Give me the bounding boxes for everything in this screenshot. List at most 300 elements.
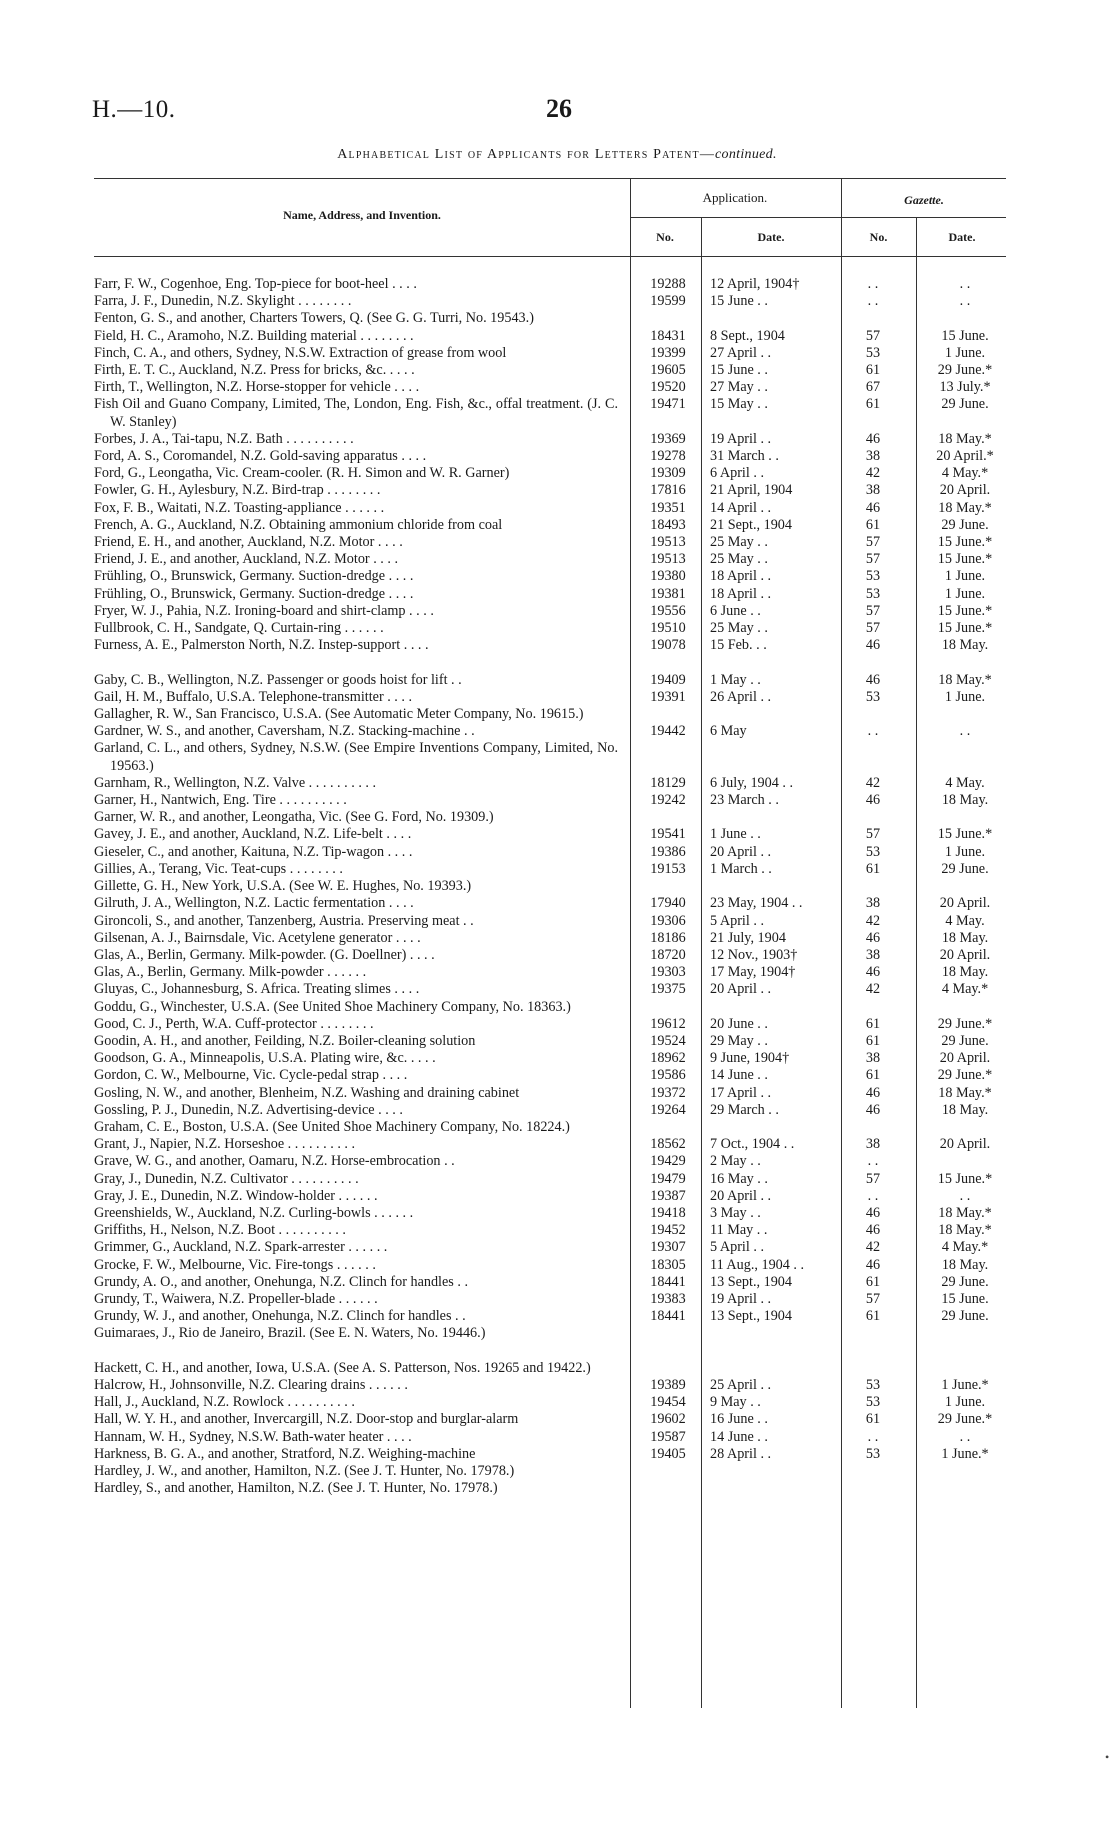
table-row [0,809,1114,826]
entry-application-date [710,706,828,723]
entry-gazette-date: 18 May.* [938,1204,992,1221]
entry-gazette-date: 1 June. [944,1394,986,1411]
column-header-application: Application. [702,190,768,205]
entry-gazette-no: 61 [865,1067,881,1084]
header-bottom-rule [94,256,1006,257]
entry-gazette-no [850,1480,896,1497]
entry-name [94,878,618,895]
entry-gazette-date [920,999,1010,1016]
entry-gazette-date: . . [959,276,971,292]
entry-name-text: Graham, C. E., Boston, U.S.A. (See United Shoe Machinery Company, No. 18224.) [94,1118,570,1135]
entry-name-text: Hannam, W. H., Sydney, N.S.W. Bath-water heater . . . . [94,1428,412,1445]
entry-application-date: 16 May . . [710,1170,768,1187]
entry-name-text: Ford, A. S., Coromandel, N.Z. Gold-saving apparatus . . . . [94,448,427,465]
header-top-rule [94,178,1006,179]
entry-name-text: Frühling, O., Brunswick, Germany. Suction-dredge . . . . [94,568,414,585]
table-row [0,448,1114,465]
entry-name-text: Fish Oil and Guano Company, Limited, The, London, Eng. Fish, &c., offal treatment. (J. C. W. Stanley) [94,396,618,430]
entry-name [94,482,618,499]
table-row [0,293,1114,310]
entry-application-date: 21 Sept., 1904 [710,516,792,533]
entry-gazette-date: 29 June. [941,860,989,877]
entry-gazette-date: 29 June.* [937,1067,993,1084]
entry-application-no: 18305 [650,1256,686,1273]
entry-application-date: 9 June, 1904† [710,1050,790,1067]
entry-name-text: Harkness, B. G. A., and another, Stratford, N.Z. Weighing-machine [94,1445,476,1462]
entry-application-no: 19452 [650,1222,686,1239]
entry-gazette-no: 42 [865,1239,881,1256]
entry-gazette-date: 29 June. [941,516,989,533]
table-row [0,1360,1114,1377]
entry-application-no: 19372 [650,1084,686,1101]
entry-gazette-no [850,706,896,723]
table-row [0,964,1114,981]
entry-gazette-no: 53 [865,1445,881,1462]
table-row [0,1222,1114,1239]
entry-gazette-no [850,999,896,1016]
entry-name-text: Garnham, R., Wellington, N.Z. Valve . . . . . . . . . . [94,774,377,791]
entry-name [94,465,618,482]
entry-application-no: 19389 [650,1376,686,1393]
entry-name [94,930,618,947]
entry-gazette-no: 61 [865,362,881,379]
entry-name-text: Hall, J., Auckland, N.Z. Rowlock . . . . . . . . . . [94,1394,355,1411]
table-row [0,913,1114,930]
entry-application-date: 8 Sept., 1904 [710,327,785,344]
entry-application-date [710,1480,828,1497]
entry-name-text: Hall, W. Y. H., and another, Invercargill, N.Z. Door-stop and burglar-alarm [94,1411,519,1428]
table-row [0,706,1114,723]
entry-name [94,706,618,723]
entry-application-no: 19513 [650,551,686,568]
entry-gazette-date [920,740,1010,774]
entry-name [94,1308,618,1325]
table-row [0,1274,1114,1291]
entry-name [94,672,618,689]
list-title [0,147,1114,163]
entry-gazette-date: 15 June.* [937,551,993,568]
entry-name [94,637,618,654]
entry-application-no [640,878,696,895]
entry-application-date: 3 May . . [710,1204,761,1221]
table-row [0,1325,1114,1342]
entry-application-no: 19399 [650,344,686,361]
entry-gazette-no: 61 [865,1308,881,1325]
entry-application-date: 28 April . . [710,1445,772,1462]
entry-name [94,328,618,345]
entry-application-no [640,310,696,327]
entry-gazette-no: 46 [865,929,881,946]
entry-gazette-no: 57 [865,1170,881,1187]
entry-name [94,1016,618,1033]
entry-application-date: 2 May . . [710,1153,761,1170]
entry-name [94,448,618,465]
entry-name [94,1257,618,1274]
entry-application-no [640,1480,696,1497]
entry-application-date: 14 April . . [710,499,772,516]
table-row [0,1480,1114,1497]
table-row [0,1136,1114,1153]
entry-gazette-date [920,1463,1010,1480]
entry-application-no: 19078 [650,637,686,654]
entry-application-no: 18720 [650,946,686,963]
entry-gazette-date: . . [959,1428,971,1445]
entry-name [94,809,618,826]
entry-application-no: 19383 [650,1290,686,1307]
entry-application-no: 19242 [650,792,686,809]
table-row [0,1067,1114,1084]
entry-name [94,1377,618,1394]
entry-name-text: Frühling, O., Brunswick, Germany. Suction-dredge . . . . [94,585,414,602]
entry-gazette-date: 18 May.* [938,499,992,516]
entry-name [94,1274,618,1291]
entry-gazette-date [920,809,1010,826]
entry-gazette-no: 38 [865,895,881,912]
entry-name [94,723,618,740]
entry-gazette-no: 46 [865,1101,881,1118]
entry-application-date: 6 June . . [710,602,761,619]
entry-name-text: Fryer, W. J., Pahia, N.Z. Ironing-board and shirt-clamp . . . . [94,602,434,619]
entry-application-date: 29 March . . [710,1101,779,1118]
entry-gazette-no: 46 [865,792,881,809]
entry-name-text: Gillies, A., Terang, Vic. Teat-cups . . . . . . . . [94,860,343,877]
entry-application-date: 6 May [710,723,747,740]
entry-name-text: Gaby, C. B., Wellington, N.Z. Passenger or goods hoist for lift . . [94,671,462,688]
entry-gazette-no: 53 [865,688,881,705]
entry-name [94,500,618,517]
entry-application-no: 17816 [650,482,686,499]
entry-application-date: 18 April . . [710,568,772,585]
entry-gazette-no: 61 [865,860,881,877]
entry-name-text: Gordon, C. W., Melbourne, Vic. Cycle-pedal strap . . . . [94,1067,408,1084]
table-row [0,637,1114,654]
entry-name-text: Grimmer, G., Auckland, N.Z. Spark-arrester . . . . . . [94,1239,388,1256]
entry-application-date: 5 April . . [710,1239,764,1256]
entry-gazette-no: . . [867,723,879,740]
entry-gazette-date: 15 June.* [937,602,993,619]
entry-name [94,1119,618,1136]
entry-name-text: French, A. G., Auckland, N.Z. Obtaining ammonium chloride from coal [94,516,503,533]
entry-gazette-date: 18 May.* [938,671,992,688]
entry-name [94,1067,618,1084]
entry-name-text: Fowler, G. H., Aylesbury, N.Z. Bird-trap . . . . . . . . [94,482,381,499]
entry-application-no: 19520 [650,379,686,396]
entry-application-no [640,1325,696,1342]
entry-application-no: 19556 [650,602,686,619]
entry-application-no: 19381 [650,585,686,602]
page-reference: H.—10. [92,96,176,123]
entry-name-text: Hardley, S., and another, Hamilton, N.Z. (See J. T. Hunter, No. 17978.) [94,1480,498,1497]
entry-gazette-no: 38 [865,448,881,465]
entry-gazette-no: 61 [865,1273,881,1290]
entry-application-date: 21 July, 1904 [710,929,786,946]
entry-application-date: 27 May . . [710,379,768,396]
entry-application-no: 19587 [650,1428,686,1445]
table-row [0,620,1114,637]
entry-name-text: Friend, E. H., and another, Auckland, N.Z. Motor . . . . [94,534,403,551]
entry-application-date: 25 April . . [710,1376,772,1393]
table-row [0,1463,1114,1480]
entry-application-date: 21 April, 1904 [710,482,793,499]
entry-name-text: Firth, T., Wellington, N.Z. Horse-stopper for vehicle . . . . [94,379,420,396]
entry-application-no: 19409 [650,671,686,688]
entry-gazette-date: 1 June. [944,344,986,361]
table-row [0,1085,1114,1102]
entry-name [94,826,618,843]
table-row [0,465,1114,482]
table-row [0,1411,1114,1428]
entry-application-no: 19309 [650,465,686,482]
table-row [0,1291,1114,1308]
entry-gazette-date: 18 May. [941,637,989,654]
entry-name-text: Grundy, T., Waiwera, N.Z. Propeller-blade . . . . . . [94,1290,378,1307]
table-row [0,534,1114,551]
entry-application-no [640,740,696,774]
table-row [0,482,1114,499]
entry-name-text: Gosling, N. W., and another, Blenheim, N.Z. Washing and draining cabinet [94,1084,520,1101]
table-row [0,1033,1114,1050]
entry-gazette-date [920,1153,1010,1170]
entry-gazette-date [920,1325,1010,1342]
entry-name [94,1394,618,1411]
table-row [0,1239,1114,1256]
entry-gazette-date: 29 June.* [937,1411,993,1428]
table-row [0,895,1114,912]
entry-gazette-no [850,1325,896,1342]
entry-gazette-no: 61 [865,1411,881,1428]
entry-name-text: Garner, H., Nantwich, Eng. Tire . . . . . . . . . . [94,792,347,809]
entry-application-no [640,1119,696,1136]
entry-name [94,1050,618,1067]
margin-speck: • [1105,1750,1110,1764]
table-row [0,1429,1114,1446]
entry-name-text: Forbes, J. A., Tai-tapu, N.Z. Bath . . . . . . . . . . [94,430,354,447]
table-row [0,1016,1114,1033]
entry-gazette-no: 67 [865,379,881,396]
entry-application-date: 17 May, 1904† [710,964,796,981]
entry-gazette-date: 18 May. [941,1256,989,1273]
entry-name [94,379,618,396]
table-row [0,396,1114,430]
entry-gazette-no: 57 [865,1290,881,1307]
entry-application-no: 18493 [650,516,686,533]
entry-gazette-no: 57 [865,602,881,619]
table-row [0,551,1114,568]
entry-gazette-no: 53 [865,843,881,860]
entry-gazette-date: 18 May. [941,929,989,946]
table-row [0,1308,1114,1325]
entry-name [94,534,618,551]
entry-application-no: 19391 [650,688,686,705]
entry-application-no [640,1463,696,1480]
entry-application-date: 11 Aug., 1904 . . [710,1256,805,1273]
entry-application-no: 19471 [650,396,686,413]
column-header-gazette: Gazette. [904,193,944,207]
entry-gazette-no: 46 [865,671,881,688]
entry-name [94,1171,618,1188]
entry-name-text: Gray, J., Dunedin, N.Z. Cultivator . . . . . . . . . . [94,1170,359,1187]
entry-gazette-no: 38 [865,482,881,499]
entry-name-text: Farra, J. F., Dunedin, N.Z. Skylight . . . . . . . . [94,293,352,310]
entry-gazette-no: 53 [865,344,881,361]
entry-name [94,1102,618,1119]
entry-application-date: 17 April . . [710,1084,772,1101]
entry-gazette-date: 18 May. [941,1101,989,1118]
entry-application-no: 19387 [650,1187,686,1204]
entry-name-text: Gail, H. M., Buffalo, U.S.A. Telephone-transmitter . . . . [94,688,413,705]
entry-name-text: Firth, E. T. C., Auckland, N.Z. Press for bricks, &c. . . . . [94,362,415,379]
entry-application-date [710,809,828,826]
entry-name [94,913,618,930]
entry-gazette-date: 15 June.* [937,1170,993,1187]
table-row [0,1153,1114,1170]
entry-name-text: Ford, G., Leongatha, Vic. Cream-cooler. (R. H. Simon and W. R. Garner) [94,465,510,482]
entry-gazette-no: 61 [865,516,881,533]
entry-gazette-no: 61 [865,1032,881,1049]
entry-application-no: 18562 [650,1136,686,1153]
entry-application-date: 25 May . . [710,534,768,551]
entry-application-no: 19541 [650,826,686,843]
entry-name-text: Gluyas, C., Johannesburg, S. Africa. Treating slimes . . . . [94,981,420,998]
entry-application-no: 19442 [650,723,686,740]
table-row [0,345,1114,362]
entry-name-text: Goodson, G. A., Minneapolis, U.S.A. Plating wire, &c. . . . . [94,1050,436,1067]
entry-name [94,740,618,774]
entry-application-no: 19351 [650,499,686,516]
entry-application-date: 1 May . . [710,671,761,688]
entry-gazette-no: 57 [865,551,881,568]
table-row [0,672,1114,689]
entry-gazette-no: 46 [865,499,881,516]
entry-gazette-no: 38 [865,946,881,963]
entry-name-text: Gilruth, J. A., Wellington, N.Z. Lactic fermentation . . . . [94,895,414,912]
entry-application-no: 19510 [650,620,686,637]
entry-name [94,1033,618,1050]
entry-name [94,1463,618,1480]
entry-gazette-date: 29 June. [941,1273,989,1290]
entry-name [94,396,618,430]
entry-gazette-date: 29 June. [941,1032,989,1049]
entry-gazette-date: 1 June. [944,585,986,602]
entry-application-no: 19278 [650,448,686,465]
entry-name-text: Gironcoli, S., and another, Tanzenberg, Austria. Preserving meat . . [94,912,474,929]
entry-application-no [640,809,696,826]
entry-gazette-no: 46 [865,430,881,447]
entry-name [94,981,618,998]
entry-gazette-no: 57 [865,826,881,843]
entry-name [94,586,618,603]
entry-gazette-no: . . [867,276,879,292]
entry-application-date [710,310,828,327]
entry-application-no: 19288 [650,276,686,292]
entry-gazette-date [920,310,1010,327]
table-row [0,328,1114,345]
entry-application-date: 23 March . . [710,792,779,809]
entry-gazette-date: 15 June. [941,327,989,344]
entry-name [94,1411,618,1428]
table-row [0,603,1114,620]
entry-application-no: 19380 [650,568,686,585]
entry-gazette-date: . . [959,723,971,740]
table-row [0,500,1114,517]
entry-gazette-no: 57 [865,534,881,551]
entry-application-date: 9 May . . [710,1394,761,1411]
table-row [0,740,1114,774]
entry-gazette-no: . . [867,1153,879,1170]
entry-name [94,1480,618,1497]
entry-name [94,1291,618,1308]
entry-application-no: 18441 [650,1273,686,1290]
entry-gazette-date: 18 May. [941,792,989,809]
entry-gazette-no: 46 [865,964,881,981]
table-row [0,947,1114,964]
entry-gazette-date: 1 June.* [941,1376,989,1393]
entry-application-date: 26 April . . [710,688,772,705]
entry-gazette-date: 1 June. [944,568,986,585]
entry-application-date: 23 May, 1904 . . [710,895,803,912]
entry-name [94,310,618,327]
entry-application-no: 18441 [650,1308,686,1325]
entry-gazette-date [920,706,1010,723]
entry-application-no: 19386 [650,843,686,860]
entry-name [94,999,618,1016]
entry-gazette-date: 4 May. [945,774,985,791]
list-title-text: Alphabetical List of Applicants for Letters Patent— [337,147,716,162]
entry-gazette-date: 20 April. [939,1136,991,1153]
table-row [0,379,1114,396]
entry-gazette-date: 20 April.* [936,448,994,465]
table-row [0,586,1114,603]
entry-application-no: 18186 [650,929,686,946]
table-row [0,1050,1114,1067]
table-row [0,1257,1114,1274]
entry-name [94,1085,618,1102]
entry-gazette-date: 29 June.* [937,1015,993,1032]
entry-gazette-no [850,740,896,774]
entry-gazette-date: 15 June.* [937,826,993,843]
entry-application-no: 19307 [650,1239,686,1256]
entry-gazette-date [920,1480,1010,1497]
entry-gazette-no [850,1360,896,1377]
table-row [0,310,1114,327]
table-row [0,1394,1114,1411]
entry-gazette-date: 1 June. [944,843,986,860]
entry-application-no: 19454 [650,1394,686,1411]
entry-application-date: 29 May . . [710,1032,768,1049]
entry-name-text: Fenton, G. S., and another, Charters Towers, Q. (See G. G. Turri, No. 19543.) [94,310,534,327]
entry-application-date: 19 April . . [710,1290,772,1307]
entry-application-no: 19524 [650,1032,686,1049]
entry-name [94,792,618,809]
entry-name-text: Friend, J. E., and another, Auckland, N.Z. Motor . . . . [94,551,399,568]
entry-gazette-no: 61 [865,1015,881,1032]
entry-application-date [710,1119,828,1136]
entry-application-no: 19599 [650,293,686,310]
entry-gazette-date: 4 May.* [941,465,989,482]
entry-gazette-no: 53 [865,568,881,585]
entry-application-date [710,1463,828,1480]
entry-gazette-date: 20 April. [939,946,991,963]
table-row [0,362,1114,379]
column-header-name: Name, Address, and Invention. [283,208,441,222]
entry-gazette-date: 1 June.* [941,1445,989,1462]
entry-application-date: 11 May . . [710,1222,768,1239]
entry-gazette-no: 57 [865,327,881,344]
entry-name [94,1360,618,1377]
entry-name [94,551,618,568]
table-row [0,1377,1114,1394]
entry-gazette-no: . . [867,1428,879,1445]
